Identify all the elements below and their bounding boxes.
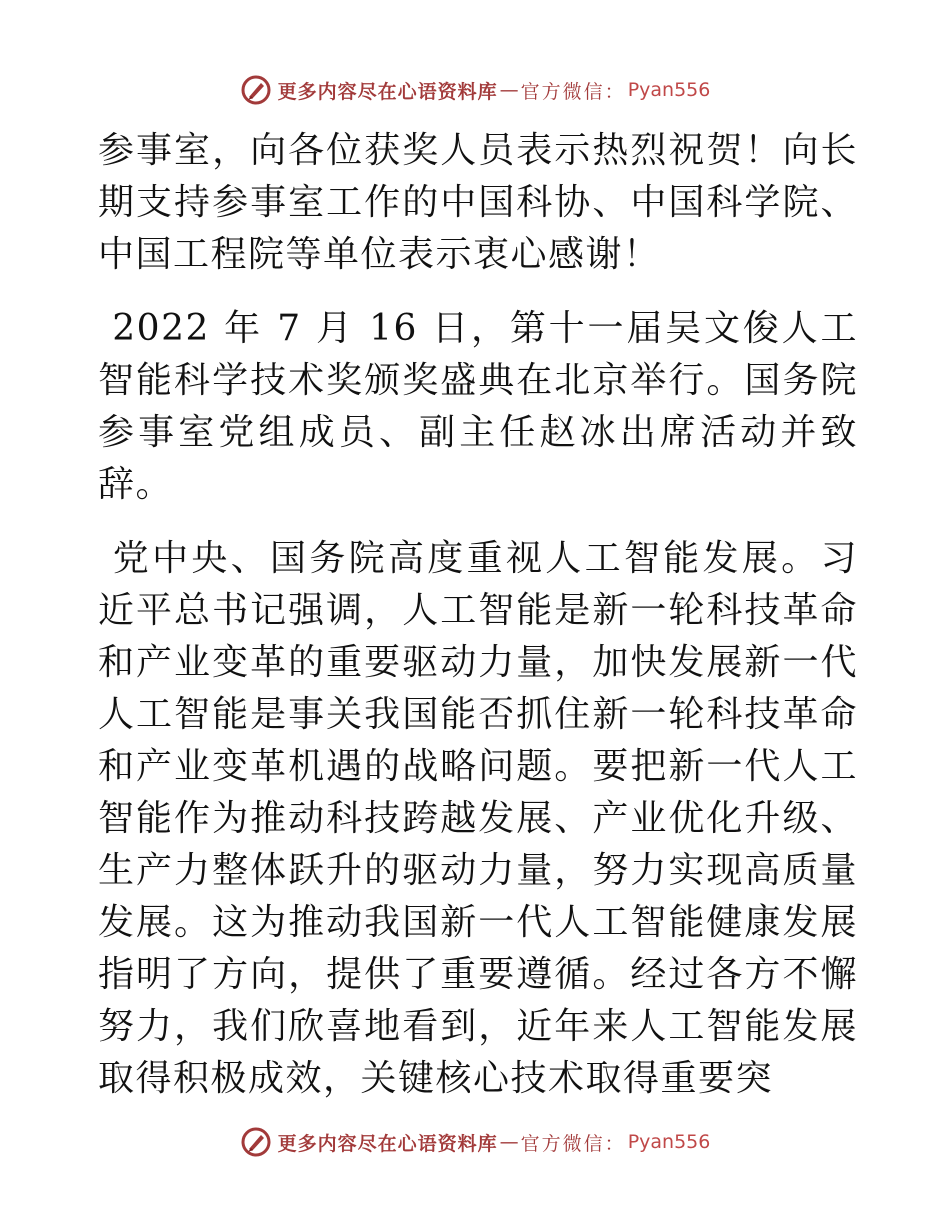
watermark-wechat-id: Pyan556 (627, 79, 711, 101)
paragraph-1: 参事室，向各位获奖人员表示热烈祝贺！向长期支持参事室工作的中国科协、中国科学院、中国工程院等单位表示衷心感谢！ (98, 130, 858, 275)
header-watermark (0, 70, 950, 110)
pen-logo-icon (240, 1126, 272, 1158)
watermark-separator: — (499, 79, 519, 101)
watermark-separator: — (499, 1131, 519, 1153)
watermark-label: 官方微信： (520, 1132, 626, 1155)
document-body (98, 125, 858, 1105)
paragraph-3: 党中央、国务院高度重视人工智能发展。习近平总书记强调，人工智能是新一轮科技革命和产业变革的重要驱动力量，加快发展新一代人工智能是事关我国能否抓住新一轮科技革命和产业变革机遇的战略问题。要把新一代人工智能作为推动科技跨越发展、产业优化升级、生产力整体跃升的驱动力量，努力实现高质量发展。这为推动我国新一代人工智能健康发展指明了方向，提供了重要遵循。经过各方不懈努力，我们欣喜地看到，近年来人工智能发展取得积极成效，关键核心技术取得重要突 (98, 538, 858, 1099)
watermark-wechat-id: Pyan556 (627, 1131, 711, 1153)
footer-watermark (0, 1122, 950, 1162)
paragraph-2: 2022 年 7 月 16 日，第十一届吴文俊人工智能科学技术奖颁奖盛典在北京举行。国务院参事室党组成员、副主任赵冰出席活动并致辞。 (98, 308, 858, 505)
watermark-site-text: 更多内容尽在心语资料库 (277, 1132, 498, 1155)
pen-logo-icon (240, 74, 272, 106)
watermark-site-text: 更多内容尽在心语资料库 (277, 80, 498, 103)
watermark-label: 官方微信： (520, 80, 626, 103)
